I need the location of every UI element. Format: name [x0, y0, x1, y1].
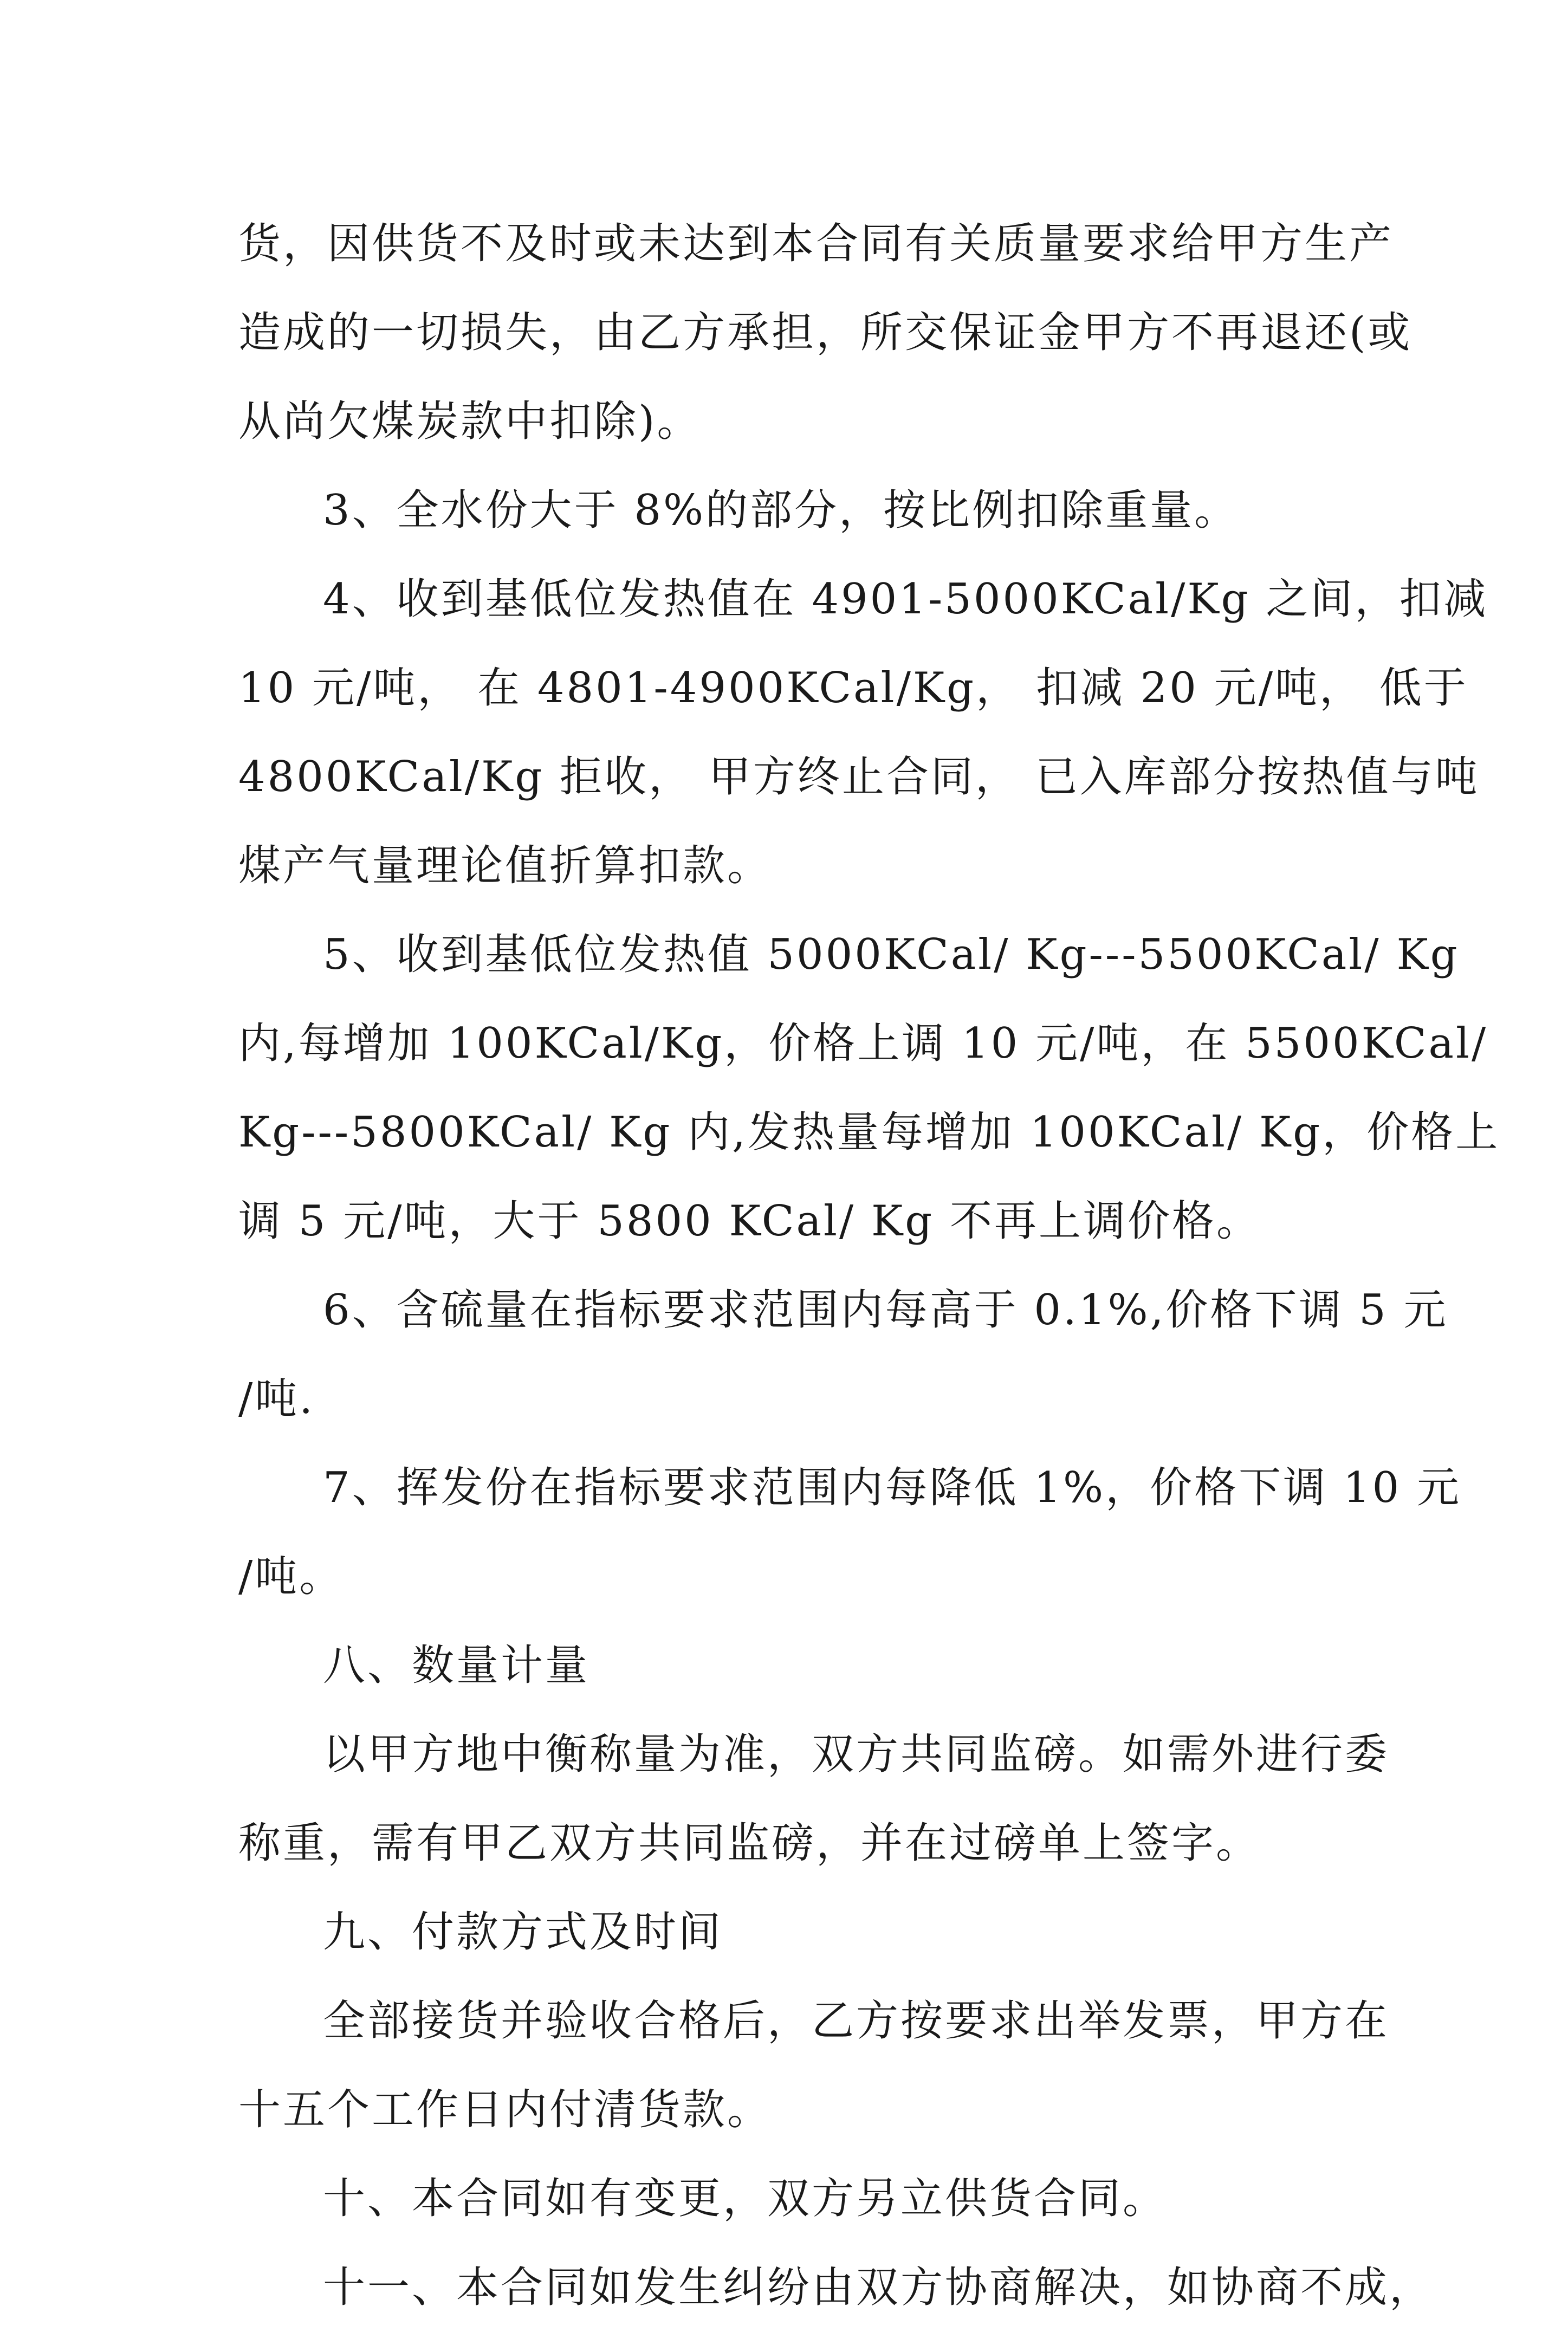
text-line: 10 元/吨， 在 4801-4900KCal/Kg， 扣减 20 元/吨， 低于	[238, 664, 1468, 712]
text-line: 5、收到基低位发热值 5000KCal/ Kg---5500KCal/ Kg	[323, 930, 1460, 979]
text-line: /吨.	[238, 1375, 315, 1423]
text-line: 十五个工作日内付清货款。	[238, 2085, 772, 2134]
paragraph-continuation	[238, 199, 1413, 466]
text-line: 以甲方地中衡称量为准，双方共同监磅。如需外进行委	[323, 1730, 1390, 1779]
text-line: 7、挥发份在指标要求范围内每降低 1%，价格下调 10 元	[323, 1463, 1462, 1512]
text-line: Kg---5800KCal/ Kg 内,发热量每增加 100KCal/ Kg，价格上	[238, 1108, 1500, 1157]
text-line: 称重，需有甲乙双方共同监磅，并在过磅单上签字。	[238, 1819, 1261, 1868]
paragraph-item-6	[238, 1266, 1448, 1443]
text-line: 全部接货并验收合格后，乙方按要求出举发票，甲方在	[323, 1997, 1390, 2045]
paragraph-quantity-body	[238, 1710, 1390, 1888]
text-line: 九、付款方式及时间	[323, 1908, 723, 1957]
text-line: 4800KCal/Kg 拒收， 甲方终止合同， 已入库部分按热值与吨	[238, 753, 1480, 801]
section-disputes	[238, 2243, 1434, 2332]
text-line: /吨。	[238, 1552, 344, 1601]
text-line: 八、数量计量	[323, 1641, 590, 1690]
paragraph-item-5	[238, 910, 1500, 1266]
section-heading-payment	[238, 1888, 1338, 1977]
document-body	[238, 199, 1500, 2332]
paragraph-item-3	[238, 466, 1338, 555]
text-line: 从尚欠煤炭款中扣除)。	[238, 397, 702, 446]
paragraph-item-4	[238, 555, 1488, 910]
paragraph-item-7	[238, 1443, 1462, 1621]
text-line: 内,每增加 100KCal/Kg，价格上调 10 元/吨，在 5500KCal/	[238, 1019, 1488, 1068]
section-changes	[238, 2154, 1338, 2243]
text-line: 6、含硫量在指标要求范围内每高于 0.1%,价格下调 5 元	[323, 1286, 1448, 1335]
text-line: 4、收到基低位发热值在 4901-5000KCal/Kg 之间，扣减	[323, 575, 1488, 624]
text-line: 十、本合同如有变更，双方另立供货合同。	[323, 2174, 1168, 2223]
text-line: 3、全水份大于 8%的部分，按比例扣除重量。	[323, 486, 1239, 535]
text-line: 货，因供货不及时或未达到本合同有关质量要求给甲方生产	[238, 219, 1394, 268]
section-heading-quantity	[238, 1621, 1338, 1710]
paragraph-payment-body	[238, 1977, 1390, 2154]
text-line: 十一、本合同如发生纠纷由双方协商解决，如协商不成，	[323, 2263, 1434, 2312]
text-line: 煤产气量理论值折算扣款。	[238, 841, 772, 890]
text-line: 调 5 元/吨，大于 5800 KCal/ Kg 不再上调价格。	[238, 1197, 1261, 1246]
text-line: 造成的一切损失，由乙方承担，所交保证金甲方不再退还(或	[238, 308, 1413, 357]
